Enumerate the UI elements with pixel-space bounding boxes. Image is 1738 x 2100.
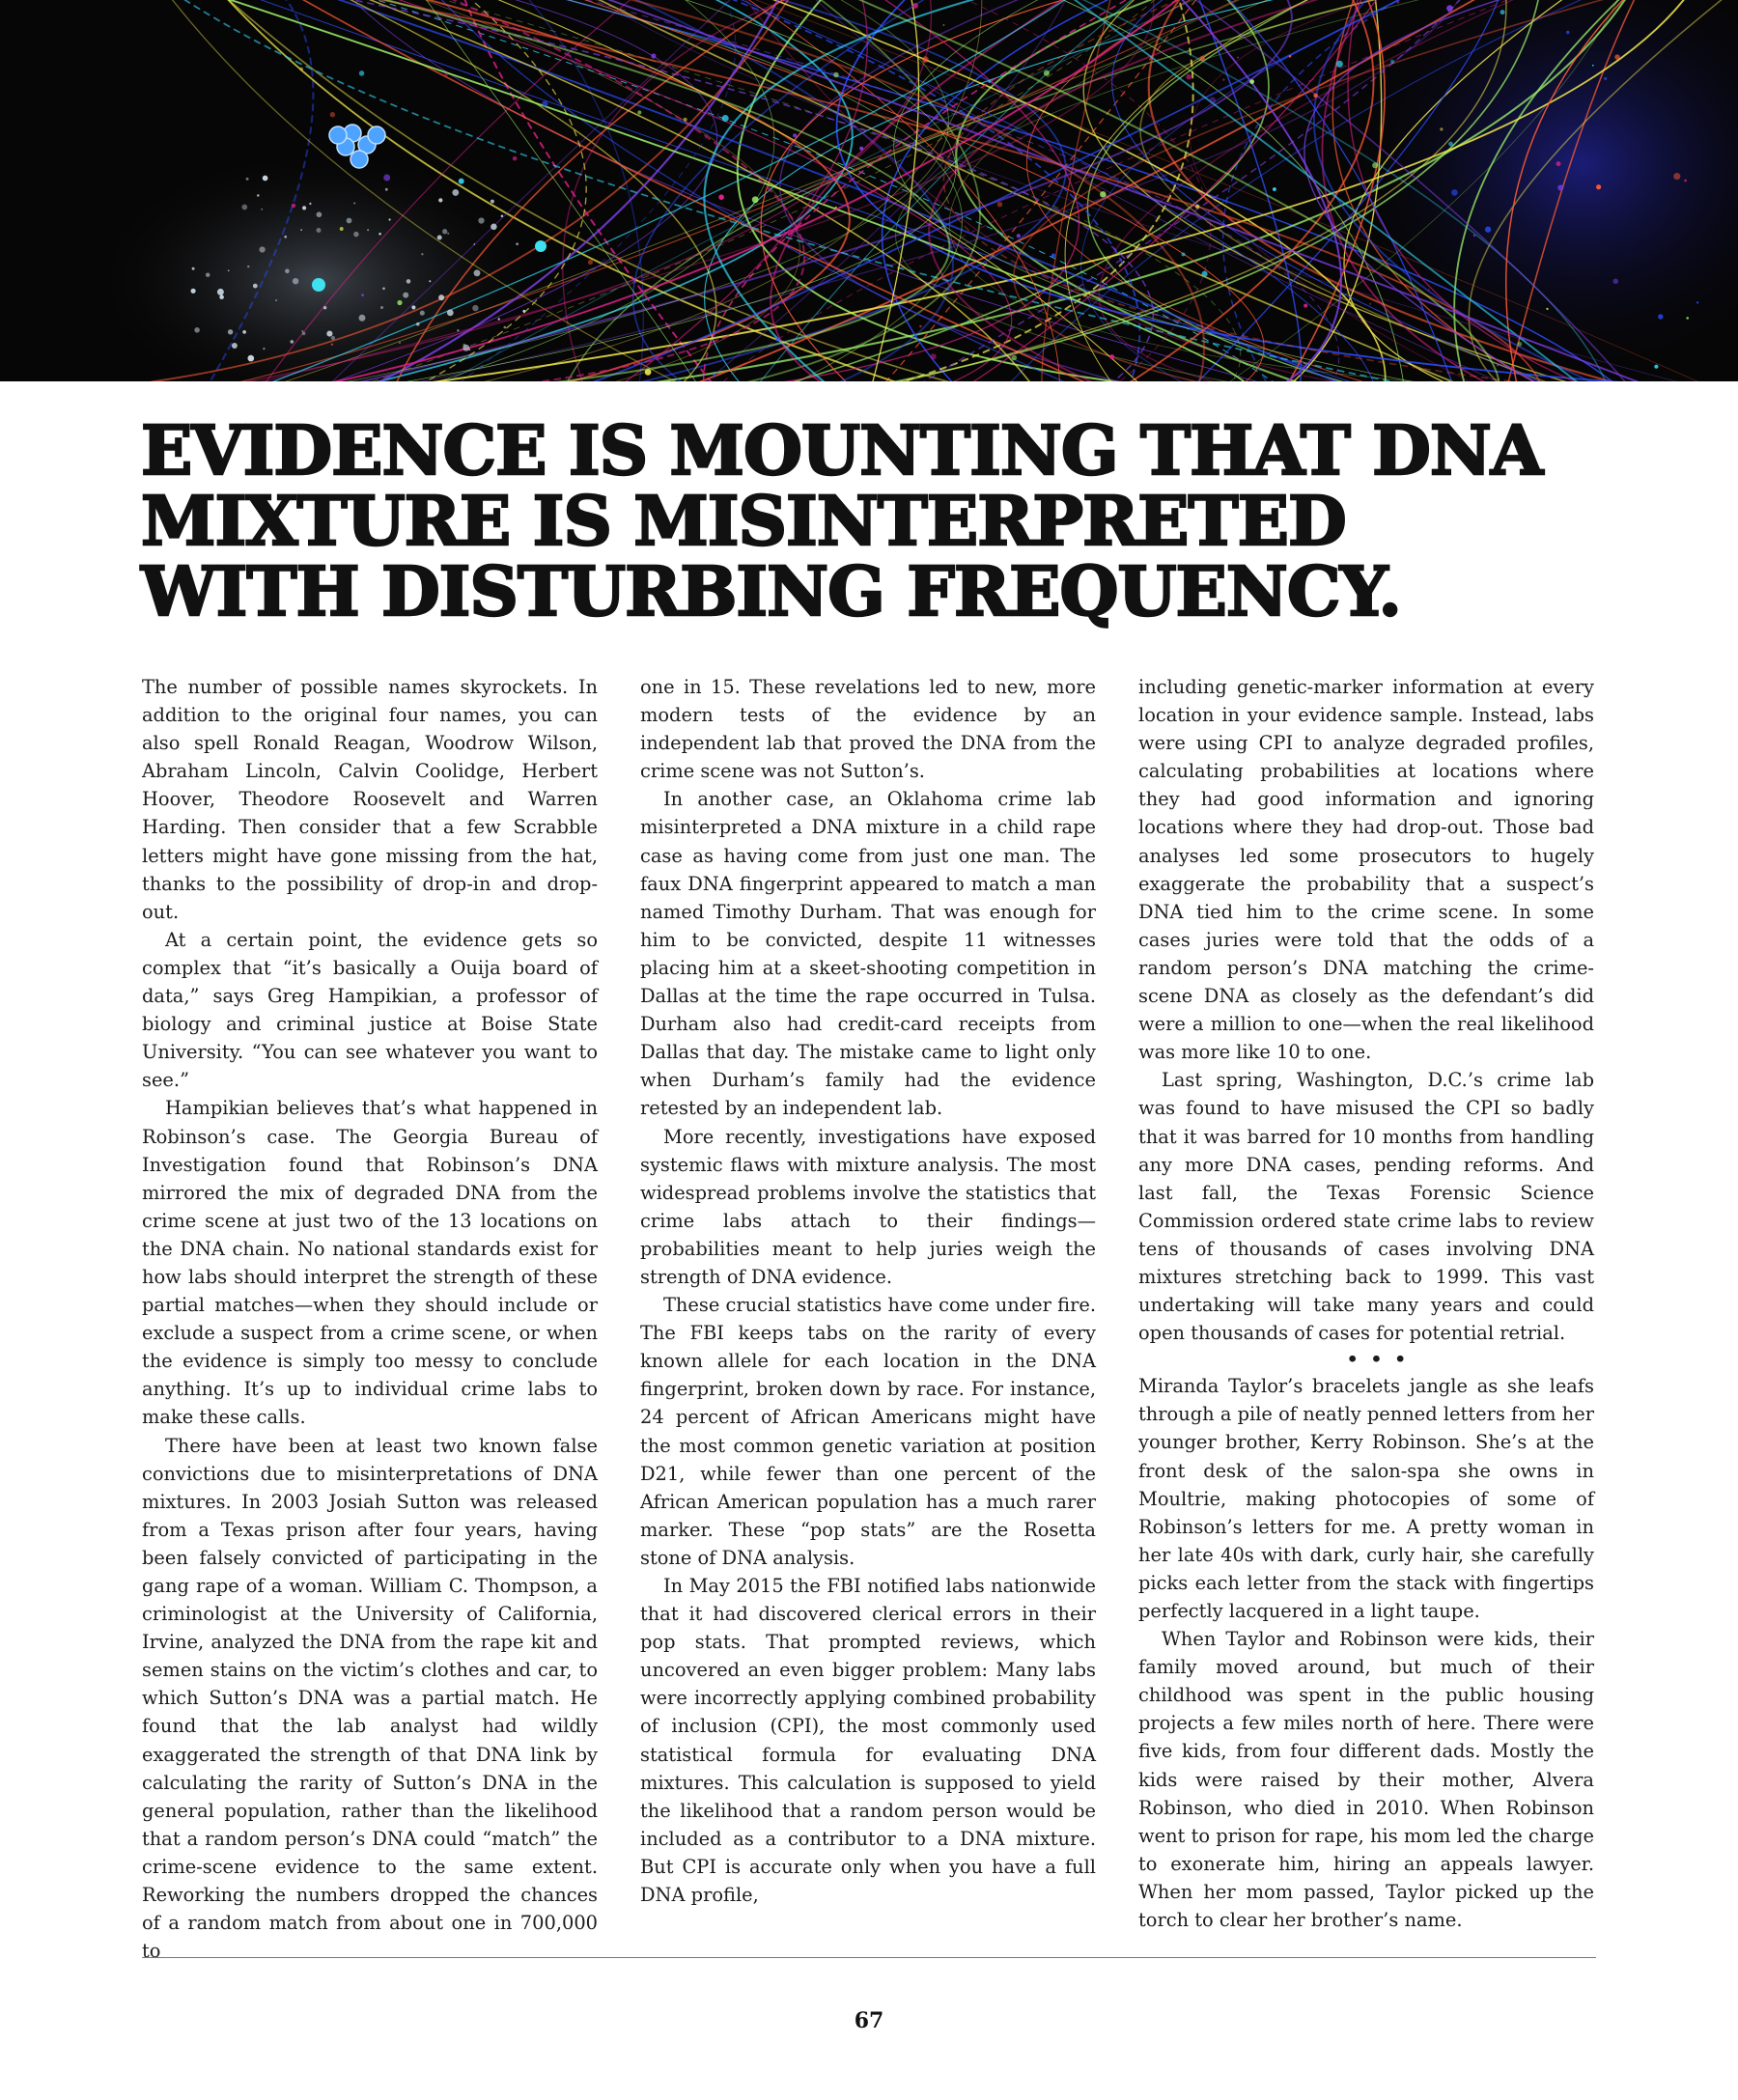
network-node (359, 315, 366, 322)
network-node (1372, 162, 1378, 168)
network-node (498, 318, 500, 320)
network-node (1273, 187, 1276, 191)
network-node (1369, 303, 1371, 305)
paragraph: Last spring, Washington, D.C.’s crime lab was found to have misused the CPI so badly that it was barred for 10 months from handling any more DNA cases, pending reforms. And last fall, the Texas Forensic Science Commission ordered state crime labs to review tens of thousands of cases involving DNA mixtures stretching back to 1999. This vast undertaking will take many years and could open thousands of cases for potential retrial. (1138, 1069, 1594, 1345)
network-node (397, 300, 402, 305)
paragraph: In another case, an Oklahoma crime lab misinterpreted a DNA mixture in a child rape case as having come from just one man. The faux DNA fingerprint appeared to match a man named Timothy Durham. That was enough for him to be convicted, despite 11 witnesses placing him at a skeet-shooting competition in Dallas at the time the rape occurred in Tulsa. Durham also had credit-card receipts from Dallas that day. The mistake came to light only when Durham’s family had the evidence retested by an independent lab. (640, 788, 1096, 1120)
network-node (1592, 65, 1594, 67)
network-node (1497, 364, 1499, 366)
network-node (637, 110, 641, 114)
network-node (219, 294, 224, 299)
network-node (1696, 301, 1698, 303)
network-node (300, 229, 302, 231)
network-node (421, 253, 423, 255)
network-node (316, 228, 321, 233)
network-node (340, 227, 344, 231)
network-node (943, 24, 945, 26)
network-node (331, 336, 335, 340)
network-line (1130, 0, 1341, 381)
network-node (752, 196, 759, 203)
network-node (347, 218, 352, 224)
network-node (684, 118, 687, 122)
network-node (859, 147, 863, 151)
network-node (1249, 79, 1254, 84)
section-separator: • • • (1346, 1349, 1410, 1371)
network-node (232, 343, 238, 349)
dna-network-graphic (0, 0, 1738, 381)
network-node (437, 235, 442, 239)
network-node (361, 294, 364, 296)
network-node (997, 202, 1003, 208)
headline-line-1: EVIDENCE IS MOUNTING THAT DNA (141, 410, 1543, 490)
network-node (1200, 56, 1205, 61)
network-node (228, 329, 233, 334)
network-node (353, 232, 358, 237)
network-node (1500, 10, 1505, 14)
network-node (382, 288, 385, 291)
paragraph: Hampikian believes that’s what happened in Robinson’s case. The Georgia Bureau of Investigation found that Robinson’s DNA mirrored the mix of degraded DNA from the crime scene at just two of the 13 locations on the DNA chain. No national standards exist for how labs should interpret the strength of these partial matches—when they should include or exclude a suspect from a crime scene, or when the evidence is simply too messy to conclude anything. It’s up to individual crime labs to make these calls. (142, 1097, 598, 1429)
network-node (919, 325, 921, 327)
network-node (292, 204, 295, 208)
network-node (793, 133, 797, 137)
network-node (1686, 317, 1689, 320)
network-node (192, 267, 195, 270)
network-node (988, 80, 991, 83)
network-node (206, 272, 210, 277)
network-node (438, 198, 442, 202)
network-node (835, 207, 837, 209)
network-node (388, 218, 390, 220)
network-node (713, 374, 715, 377)
network-node (1557, 184, 1563, 190)
network-node (353, 203, 355, 205)
network-node (1604, 77, 1607, 80)
network-node (718, 194, 724, 200)
network-node (1612, 278, 1618, 284)
network-node (259, 246, 265, 252)
network-node (457, 329, 459, 331)
paragraph: There have been at least two known false convictions due to misinterpretations of DNA mixtures. In 2003 Josiah Sutton was released from a Texas prison after four years, having been falsely convicted of participating in the gang rape of a woman. William C. Thompson, a criminologist at the University of California, Irvine, analyzed the DNA from the rape kit and semen stains on the victim’s clothes and car, to which Sutton’s DNA was a partial match. He found that the lab analyst had wildly exaggerated the strength of that DNA link by calculating the rarity of Sutton’s DNA in the general population, rather than the likelihood that a random person’s DNA could “match” the crime-scene evidence to the same extent. Reworking the numbers dropped the chances of a random match from about one in 700,000 to (142, 1434, 598, 1963)
molecule-sphere (368, 126, 385, 144)
network-node (378, 233, 381, 236)
network-node (1428, 289, 1430, 291)
network-node (191, 289, 196, 294)
network-node (651, 53, 656, 58)
paragraph: In May 2015 the FBI notified labs nationwide that it had discovered clerical errors in their pop stats. That prompted reviews, which uncovered an even bigger problem: Many labs were incorrectly applying combined probability of inclusion (CPI), the most commonly used statistical formula for evaluating DNA mixtures. This calculation is supposed to yield the likelihood that a random person would be included as a contributor to a DNA mixture. But CPI is accurate only when you have a full DNA profile, (640, 1575, 1096, 1907)
network-node (429, 280, 431, 282)
body-column-3 (1138, 673, 1594, 1934)
network-node (399, 342, 401, 344)
network-node (257, 194, 259, 196)
network-node (241, 205, 247, 210)
network-node (1202, 271, 1208, 277)
network-node (1684, 180, 1687, 182)
headline-line-3: WITH DISTURBING FREQUENCY. (141, 551, 1401, 631)
network-node (967, 321, 969, 322)
network-node (1186, 74, 1191, 80)
network-node (522, 310, 525, 313)
network-node (459, 179, 464, 184)
paragraph: When Taylor and Robinson were kids, their family moved around, but much of their childhood was spent in the public housing projects a few miles north of here. There were five kids, from four different dads. Mostly the kids were raised by their mother, Alvera Robinson, who died in 2010. When Robinson went to prison for rape, his mom led the charge to exonerate him, hiring an appeals lawyer. When her mom passed, Taylor picked up the torch to clear her brother’s name. (1138, 1628, 1594, 1932)
molecule-sphere (350, 151, 368, 168)
network-node (516, 242, 519, 245)
headline (141, 410, 1618, 631)
network-node (1313, 94, 1318, 98)
network-node (1289, 55, 1292, 58)
network-node (1566, 31, 1569, 34)
paragraph: one in 15. These revelations led to new, more modern tests of the evidence by an independent lab that proved the DNA from the crime scene was not Sutton’s. (640, 676, 1096, 783)
network-node (1182, 252, 1186, 256)
body-column-1 (142, 673, 598, 1965)
network-node (242, 330, 246, 334)
network-node (542, 100, 547, 106)
network-node (285, 269, 290, 274)
network-node (788, 245, 791, 248)
network-node (1044, 70, 1050, 76)
network-node (478, 217, 484, 223)
network-node (645, 369, 652, 376)
network-node (922, 56, 929, 63)
network-node (1222, 78, 1224, 80)
network-node (247, 355, 254, 362)
network-node (447, 233, 449, 235)
network-node (501, 215, 504, 218)
network-node (472, 305, 478, 311)
network-node (330, 112, 335, 117)
network-node (1012, 355, 1018, 361)
network-node (1109, 354, 1114, 359)
network-node (1473, 235, 1475, 237)
network-node (513, 156, 518, 161)
paragraph: including genetic-marker information at every location in your evidence sample. Instead, labs were using CPI to analyze degraded profiles, calculating probabilities at locations where they had good information and ignoring locations where they had drop-out. Those bad analyses led some prosecutors to hugely exaggerate the probability that a suspect’s DNA tied him to the crime scene. In some cases juries were told that the odds of a random person’s DNA matching the crime-scene DNA as closely as the defendant’s did were a million to one—when the real likelihood was more like 10 to one. (1138, 676, 1594, 1064)
network-node (228, 269, 230, 271)
network-node (246, 178, 249, 181)
network-node (1440, 127, 1443, 130)
network-node (473, 243, 475, 245)
network-node (261, 209, 263, 210)
network-node (290, 340, 294, 344)
network-node (1485, 227, 1491, 233)
network-node (452, 189, 459, 196)
network-node (275, 299, 277, 301)
network-node (263, 348, 265, 350)
network-node (588, 260, 593, 265)
network-node (1017, 234, 1021, 238)
network-node (326, 331, 332, 337)
paragraph: More recently, investigations have exposed systemic flaws with mixture analysis. The most widespread problems involve the statistics that crime labs attach to their findings—probabilities meant to help juries weigh the strength of DNA evidence. (640, 1125, 1096, 1288)
network-node (403, 293, 408, 298)
footer-rule (142, 1957, 1596, 1958)
headline-line-2: MIXTURE IS MISINTERPRETED (141, 481, 1346, 561)
molecule-sphere (329, 126, 347, 144)
network-node (447, 310, 454, 317)
network-node (284, 236, 287, 238)
network-node (317, 211, 322, 217)
network-node (1596, 184, 1601, 189)
network-node (1658, 314, 1663, 319)
network-node (931, 353, 937, 359)
network-node (1446, 5, 1453, 12)
network-node (912, 3, 918, 9)
network-node (1654, 365, 1658, 369)
network-node (263, 176, 268, 182)
network-node (1448, 142, 1453, 147)
network-node (775, 337, 780, 342)
network-node (1209, 97, 1216, 103)
network-node (474, 269, 481, 276)
network-node (247, 266, 249, 267)
network-node (359, 70, 365, 76)
paragraph: The number of possible names skyrockets. In addition to the original four names, you can also spell Ronald Reagan, Woodrow Wilson, Abraham Lincoln, Calvin Coolidge, Herbert Hoover, Theodore Roosevelt and Warren Harding. Then consider that a few Scrabble letters might have gone missing from the hat, thanks to the possibility of drop-in and drop-out. (142, 676, 598, 923)
network-node (194, 327, 200, 333)
network-node (380, 306, 383, 309)
paragraph: These crucial statistics have come under fire. The FBI keeps tabs on the rarity of every known allele for each location in the DNA fingerprint, broken down by race. For instance, 24 percent of African Americans might have the most common genetic variation at position D21, while fewer than one percent of the African American population has a much rarer marker. These “pop stats” are the Rosetta stone of DNA analysis. (640, 1294, 1096, 1569)
network-node (302, 206, 306, 210)
network-node (463, 344, 465, 347)
network-node (504, 326, 507, 329)
network-node (1673, 173, 1680, 180)
network-node (1051, 254, 1055, 258)
network-node (1237, 57, 1239, 59)
glow-node (535, 240, 547, 252)
network-node (301, 330, 303, 332)
page-number: 67 (854, 2008, 884, 2033)
network-node (299, 68, 303, 71)
network-node (1397, 1, 1400, 4)
network-node (1336, 61, 1343, 68)
network-node (323, 306, 326, 309)
network-node (331, 344, 333, 346)
network-node (1556, 161, 1560, 166)
network-node (1195, 205, 1199, 209)
network-node (1390, 60, 1394, 64)
paragraph: Miranda Taylor’s bracelets jangle as she leafs through a pile of neatly penned letters from her younger brother, Kerry Robinson. She’s at the front desk of the salon-spa she owns in Moultrie, making photocopies of some of Robinson’s letters for me. A pretty woman in her late 40s with dark, curly hair, she carefully picks each letter from the stack with fingertips perfectly lacquered in a light taupe. (1138, 1375, 1594, 1622)
network-node (491, 224, 497, 231)
network-node (1304, 304, 1307, 308)
glow-node (312, 278, 325, 292)
network-node (1517, 342, 1522, 347)
paragraph: At a certain point, the evidence gets so complex that “it’s basically a Ouija board of data,” says Greg Hampikian, a professor of biology and criminal justice at Boise State University. “You can see whatever you want to see.” (142, 928, 598, 1092)
network-node (1451, 189, 1458, 196)
network-line (878, 0, 1247, 381)
network-node (420, 311, 425, 316)
network-node (383, 175, 390, 182)
network-node (406, 279, 411, 284)
network-node (309, 203, 311, 205)
network-node (217, 289, 224, 295)
network-node (416, 322, 420, 326)
body-column-2 (640, 673, 1096, 1909)
network-node (1100, 191, 1106, 197)
network-node (293, 278, 298, 284)
network-node (253, 284, 258, 289)
network-node (367, 229, 369, 231)
network-node (444, 72, 448, 76)
network-node (442, 229, 447, 234)
network-node (438, 294, 444, 300)
network-node (722, 115, 729, 122)
network-node (302, 332, 306, 336)
network-node (833, 72, 839, 78)
network-node (1614, 54, 1619, 59)
network-node (491, 200, 494, 204)
network-node (1546, 308, 1548, 310)
network-node (385, 188, 388, 191)
network-node (411, 305, 415, 309)
hero-illustration (0, 0, 1738, 381)
